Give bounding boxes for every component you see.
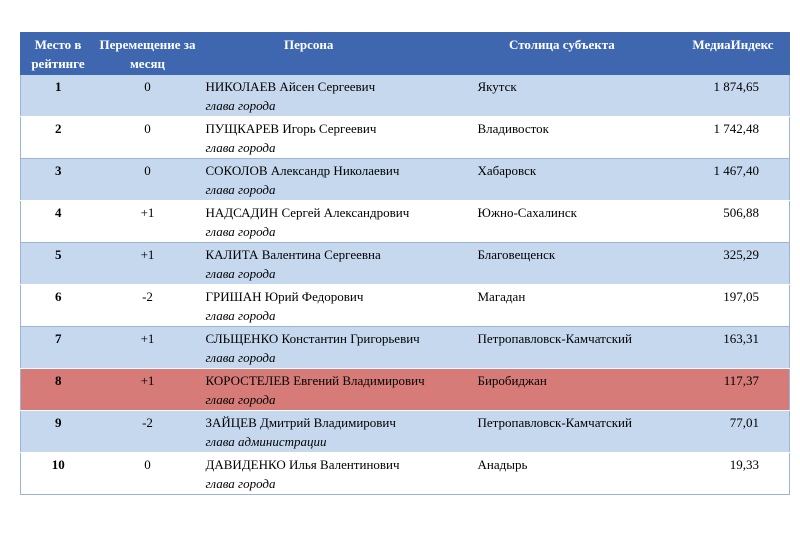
rank-cell: 5 <box>21 243 96 285</box>
rank-cell: 10 <box>21 453 96 495</box>
capital-cell: Хабаровск <box>475 159 677 201</box>
table-row <box>21 117 790 159</box>
person-cell <box>200 369 475 411</box>
person-post: глава города <box>205 392 276 407</box>
move-cell: +1 <box>96 201 200 243</box>
person-cell <box>200 453 475 495</box>
header-index: МедиаИндекс <box>677 33 790 75</box>
table-row-highlighted <box>21 369 790 411</box>
header-rank: Место в рейтинге <box>21 33 96 75</box>
index-cell: 325,29 <box>677 243 790 285</box>
move-cell: 0 <box>96 159 200 201</box>
move-cell: -2 <box>96 285 200 327</box>
person-name: КОРОСТЕЛЕВ Евгений Владимирович <box>205 373 425 388</box>
table-row <box>21 201 790 243</box>
move-cell: +1 <box>96 243 200 285</box>
person-cell <box>200 285 475 327</box>
index-cell: 506,88 <box>677 201 790 243</box>
capital-cell: Владивосток <box>475 117 677 159</box>
capital-cell: Петропавловск-Камчатский <box>475 411 677 453</box>
person-name: НИКОЛАЕВ Айсен Сергеевич <box>205 79 376 94</box>
person-cell <box>200 411 475 453</box>
rank-cell: 7 <box>21 327 96 369</box>
capital-cell: Биробиджан <box>475 369 677 411</box>
rank-cell: 9 <box>21 411 96 453</box>
header-capital: Столица субъекта <box>475 33 677 75</box>
person-name: СЛЬЩЕНКО Константин Григорьевич <box>205 331 420 346</box>
rank-cell: 1 <box>21 75 96 117</box>
rating-table <box>20 32 790 495</box>
move-cell: -2 <box>96 411 200 453</box>
person-post: глава администрации <box>205 434 327 449</box>
person-cell <box>200 117 475 159</box>
person-post: глава города <box>205 308 276 323</box>
person-name: СОКОЛОВ Александр Николаевич <box>205 163 400 178</box>
person-post: глава города <box>205 476 276 491</box>
person-cell <box>200 243 475 285</box>
person-post: глава города <box>205 98 276 113</box>
move-cell: +1 <box>96 327 200 369</box>
person-cell <box>200 75 475 117</box>
rank-cell: 3 <box>21 159 96 201</box>
rank-cell: 4 <box>21 201 96 243</box>
table-row <box>21 453 790 495</box>
rank-cell: 6 <box>21 285 96 327</box>
table-row <box>21 411 790 453</box>
rank-cell: 8 <box>21 369 96 411</box>
index-cell: 197,05 <box>677 285 790 327</box>
header-move: Перемещение за месяц <box>96 33 200 75</box>
person-name: ДАВИДЕНКО Илья Валентинович <box>205 457 400 472</box>
capital-cell: Якутск <box>475 75 677 117</box>
header-person: Персона <box>200 33 475 75</box>
rating-table-container <box>20 32 789 495</box>
table-row <box>21 285 790 327</box>
person-name: ГРИШАН Юрий Федорович <box>205 289 364 304</box>
person-post: глава города <box>205 350 276 365</box>
table-row <box>21 243 790 285</box>
move-cell: 0 <box>96 117 200 159</box>
person-post: глава города <box>205 182 276 197</box>
person-cell <box>200 159 475 201</box>
person-cell <box>200 201 475 243</box>
person-post: глава города <box>205 266 276 281</box>
capital-cell: Анадырь <box>475 453 677 495</box>
move-cell: +1 <box>96 369 200 411</box>
move-cell: 0 <box>96 453 200 495</box>
index-cell: 19,33 <box>677 453 790 495</box>
capital-cell: Петропавловск-Камчатский <box>475 327 677 369</box>
table-row <box>21 327 790 369</box>
person-name: ЗАЙЦЕВ Дмитрий Владимирович <box>205 415 396 430</box>
capital-cell: Благовещенск <box>475 243 677 285</box>
table-row <box>21 75 790 117</box>
person-name: КАЛИТА Валентина Сергеевна <box>205 247 381 262</box>
table-header-row <box>21 33 790 75</box>
capital-cell: Южно-Сахалинск <box>475 201 677 243</box>
person-cell <box>200 327 475 369</box>
person-name: НАДСАДИН Сергей Александрович <box>205 205 410 220</box>
index-cell: 163,31 <box>677 327 790 369</box>
capital-cell: Магадан <box>475 285 677 327</box>
index-cell: 117,37 <box>677 369 790 411</box>
person-name: ПУЩКАРЕВ Игорь Сергеевич <box>205 121 377 136</box>
person-post: глава города <box>205 224 276 239</box>
index-cell: 1 742,48 <box>677 117 790 159</box>
index-cell: 1 467,40 <box>677 159 790 201</box>
index-cell: 77,01 <box>677 411 790 453</box>
rank-cell: 2 <box>21 117 96 159</box>
table-row <box>21 159 790 201</box>
move-cell: 0 <box>96 75 200 117</box>
person-post: глава города <box>205 140 276 155</box>
index-cell: 1 874,65 <box>677 75 790 117</box>
